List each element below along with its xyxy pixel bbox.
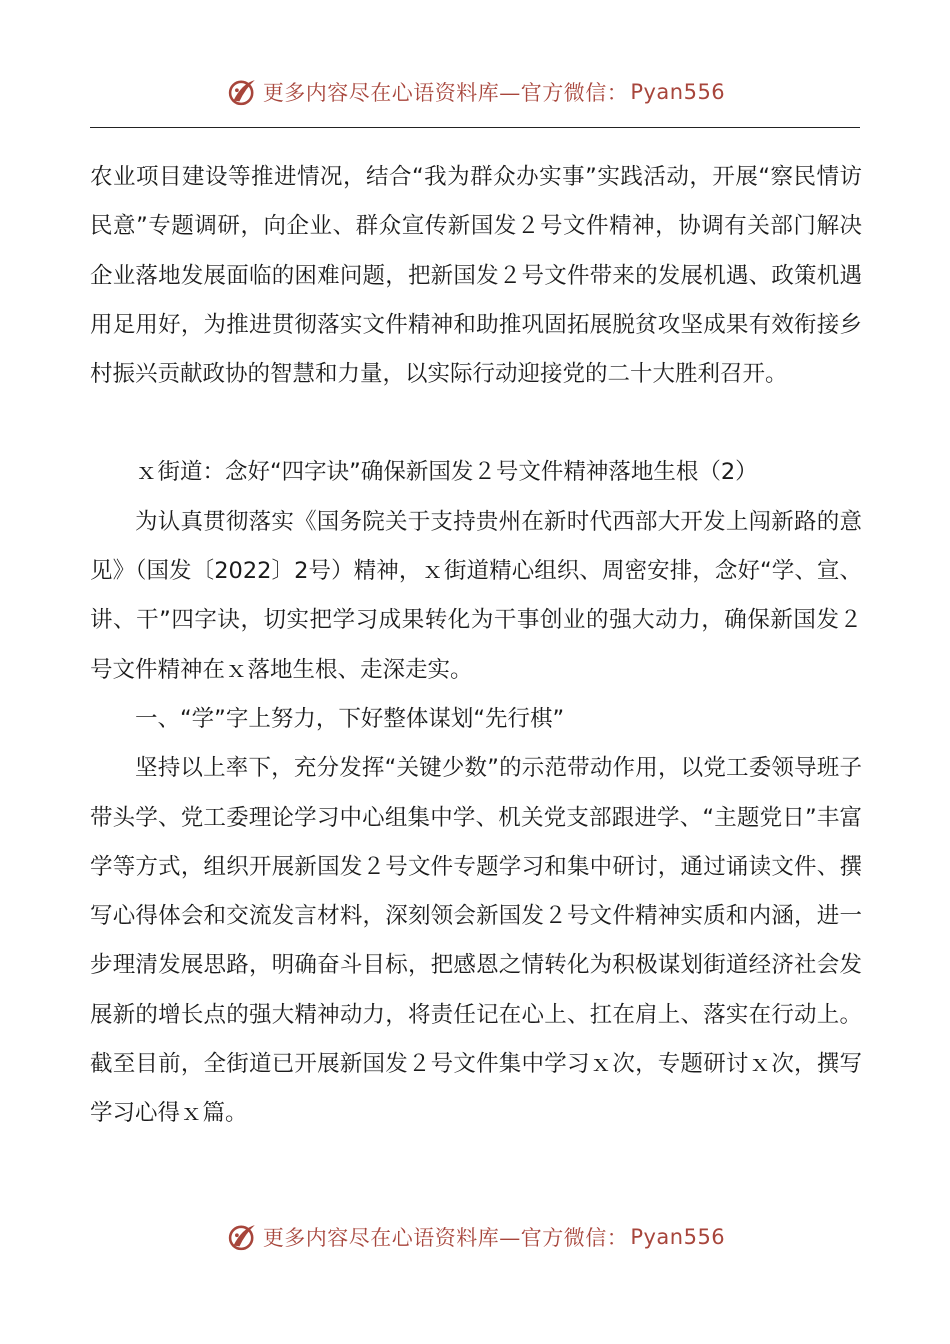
- document-body: [90, 153, 862, 1139]
- logo-icon: [225, 75, 259, 109]
- header-banner-id: Pyan556: [630, 80, 726, 104]
- paragraph-section-1: 坚持以上率下，充分发挥“关键少数”的示范带动作用，以党工委领导班子带头学、党工委理论学习中心组集中学、机关党支部跟进学、“主题党日”丰富学等方式，组织开展新国发２号文件专题学习和集中研讨，通过诵读文件、撰写心得体会和交流发言材料，深刻领会新国发２号文件精神实质和内涵，进一步理清发展思路，明确奋斗目标，把感恩之情转化为积极谋划街道经济社会发展新的增长点的强大精神动力，将责任记在心上、扛在肩上、落实在行动上。截至目前，全街道已开展新国发２号文件集中学习ｘ次，专题研讨ｘ次，撰写学习心得ｘ篇。: [90, 755, 862, 1127]
- section-heading: 一、“学”字上努力，下好整体谋划“先行棋”: [135, 705, 565, 732]
- paragraph-continued: 农业项目建设等推进情况，结合“我为群众办实事”实践活动，开展“察民情访民意”专题调研，向企业、群众宣传新国发２号文件精神，协调有关部门解决企业落地发展面临的困难问题，把新国发２号文件带来的发展机遇、政策机遇用足用好，为推进贯彻落实文件精神和助推巩固拓展脱贫攻坚成果有效衔接乡村振兴贡献政协的智慧和力量，以实际行动迎接党的二十大胜利召开。: [90, 164, 862, 388]
- footer-banner-id: Pyan556: [630, 1225, 726, 1249]
- paragraph-intro: 为认真贯彻落实《国务院关于支持贵州在新时代西部大开发上闯新路的意见》（国发〔2022〕2号）精神，ｘ街道精心组织、周密安排，念好“学、宣、讲、干”四字诀，切实把学习成果转化为干事创业的强大动力，确保新国发２号文件精神在ｘ落地生根、走深走实。: [90, 508, 862, 683]
- footer-banner: [0, 1213, 950, 1261]
- header-banner-text: 更多内容尽在心语资料库—官方微信：: [262, 81, 629, 105]
- footer-banner-text: 更多内容尽在心语资料库—官方微信：: [262, 1226, 629, 1250]
- header-divider: [90, 127, 860, 128]
- article-title: ｘ街道：念好“四字诀”确保新国发２号文件精神落地生根（2）: [135, 459, 758, 486]
- header-banner: [0, 68, 950, 116]
- logo-icon: [225, 1220, 259, 1254]
